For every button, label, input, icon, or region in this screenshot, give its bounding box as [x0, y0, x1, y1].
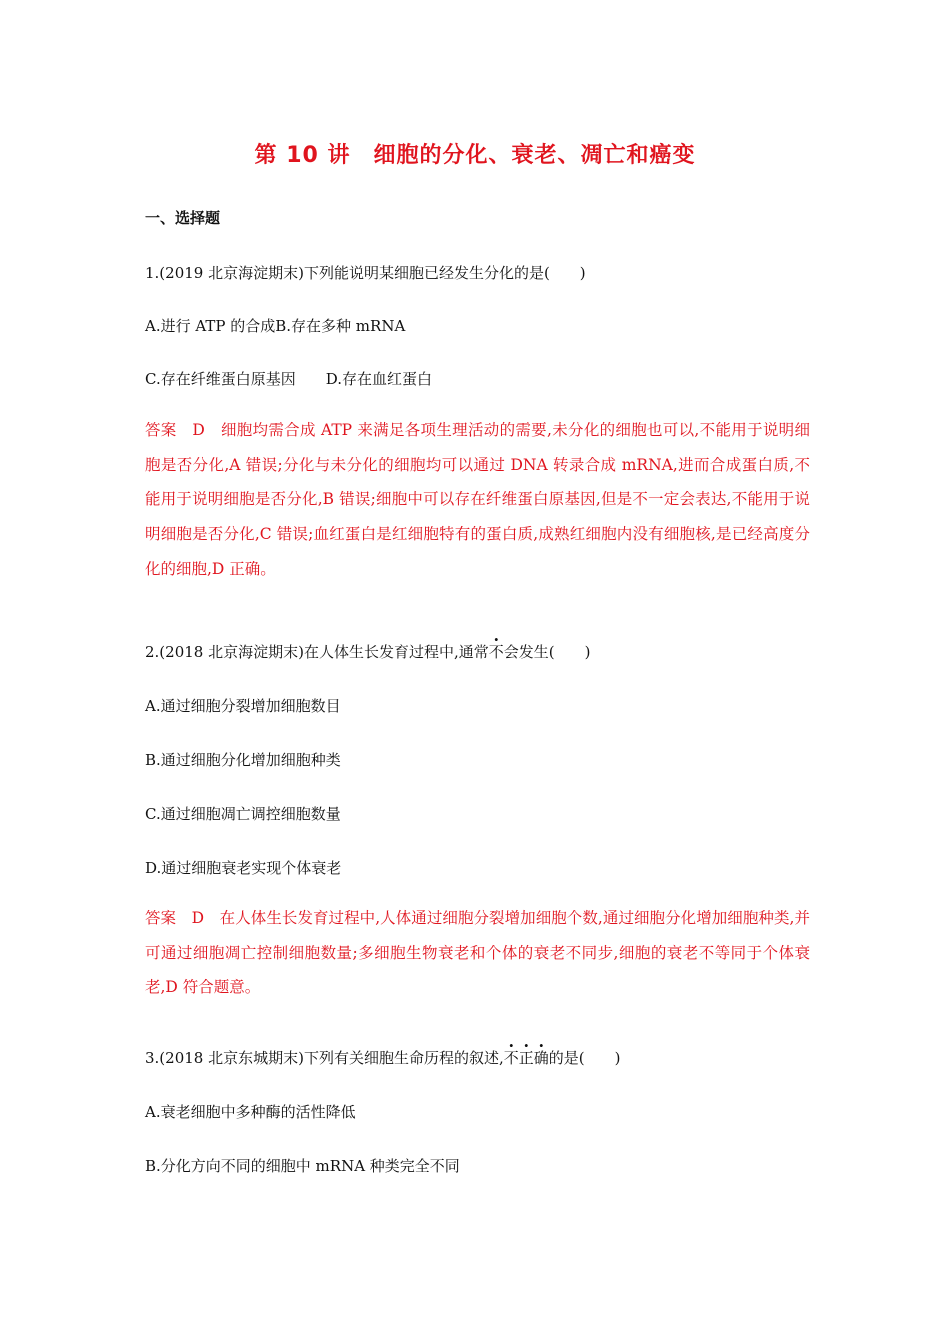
page-title: 第 10 讲 细胞的分化、衰老、凋亡和癌变 [254, 143, 696, 168]
question-2-option-a: A.通过细胞分裂增加细胞数目 [145, 697, 341, 715]
section-heading: 一、选择题 [145, 209, 221, 227]
emphasis-mark: 不 [503, 1049, 519, 1067]
question-3-stem [145, 1047, 621, 1068]
question-2-stem [145, 641, 590, 662]
question-2-stem-start: 2.(2018 北京海淀期末)在人体生长发育过程中,通常 [145, 643, 489, 661]
question-3-option-a: A.衰老细胞中多种酶的活性降低 [145, 1103, 356, 1121]
question-2-stem-end: 会发生( ) [503, 643, 591, 661]
emphasis-mark: 不 [488, 643, 504, 661]
question-1-stem: 1.(2019 北京海淀期末)下列能说明某细胞已经发生分化的是( ) [145, 264, 586, 282]
question-3-stem-end: 的是( ) [548, 1049, 621, 1067]
emphasis-mark: 正 [518, 1049, 534, 1067]
question-1-options-cd: C.存在纤维蛋白原基因 D.存在血红蛋白 [145, 370, 432, 388]
question-2-option-c: C.通过细胞凋亡调控细胞数量 [145, 805, 341, 823]
question-3-option-b: B.分化方向不同的细胞中 mRNA 种类完全不同 [145, 1157, 460, 1175]
question-2-answer: 答案 D 在人体生长发育过程中,人体通过细胞分裂增加细胞个数,通过细胞分化增加细胞种类,并可通过细胞凋亡控制细胞数量;多细胞生物衰老和个体的衰老不同步,细胞的衰老不等同于个体衰老,D 符合题意。 [145, 909, 810, 997]
emphasis-mark: 确 [533, 1049, 549, 1067]
question-2-option-b: B.通过细胞分化增加细胞种类 [145, 751, 341, 769]
question-2-option-d: D.通过细胞衰老实现个体衰老 [145, 859, 342, 877]
question-1-answer: 答案 D 细胞均需合成 ATP 来满足各项生理活动的需要,未分化的细胞也可以,不能用于说明细胞是否分化,A 错误;分化与未分化的细胞均可以通过 DNA 转录合成 mRNA,进而合成蛋白质,不能用于说明细胞是否分化,B 错误;细胞中可以存在纤维蛋白原基因,但是不一定会表达,不能用于说明细胞是否分化,C 错误;血红蛋白是红细胞特有的蛋白质,成熟红细胞内没有细胞核,是已经高度分化的细胞,D 正确。 [145, 421, 810, 578]
question-3-stem-start: 3.(2018 北京东城期末)下列有关细胞生命历程的叙述, [145, 1049, 504, 1067]
question-1-options-ab: A.进行 ATP 的合成B.存在多种 mRNA [145, 317, 406, 335]
